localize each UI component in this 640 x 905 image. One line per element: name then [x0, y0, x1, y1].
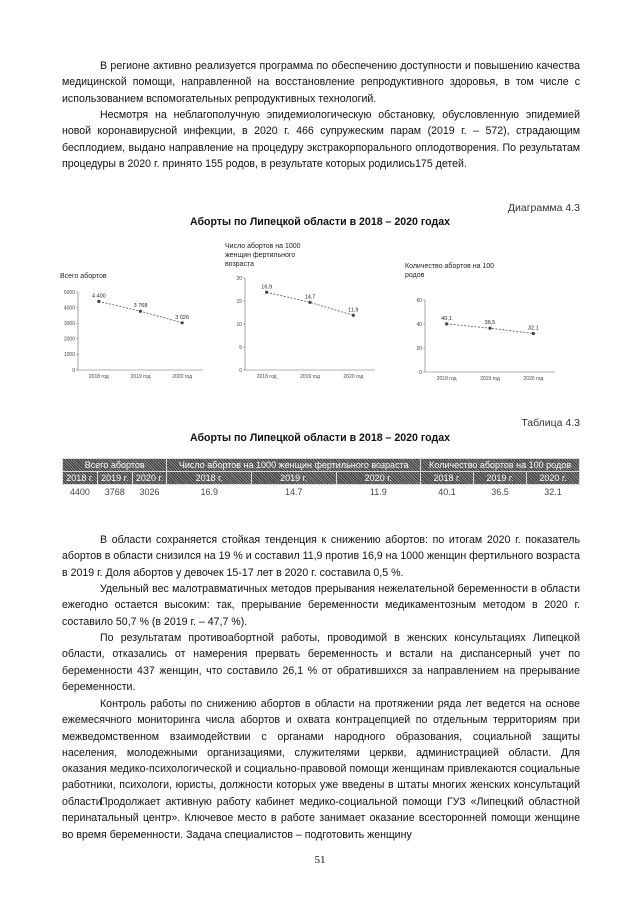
x-tick-label: 2020 год [523, 376, 544, 382]
page-number: 51 [314, 854, 326, 866]
chart-title: Количество абортов на 100 [405, 263, 495, 270]
data-point [445, 322, 448, 325]
paragraph-monitoring: Контроль работы по снижению абортов в области на протяжении ряда лет ведется на основе ежемесячного мониторинга числа абортов и охвата контрацепцией по отдельным территориям при межведомственном взаимодействии с органами народного образования, социальной защиты населения, молодежными организациями, служителями церкви, администрацией области. Для оказания медико-психологической и социально-правовой помощи женщинам привлекаются социальные работники, психологи, юристы, должности которых уже введены в штаты многих женских консультаций области. [62, 698, 580, 808]
data-label: 32,1 [527, 325, 539, 332]
table-cell: 4400 [69, 487, 90, 497]
data-label: 36,5 [484, 320, 496, 327]
table-cell: 36.5 [491, 487, 509, 497]
data-point [488, 327, 491, 330]
paragraph-eco: Несмотря на неблагополучную эпидемиологическую обстановку, обусловленную эпидемией новой коронавирусной инфекции, в 2020 г. 466 супружеским парам (2019 г. – 572), страдающим бесплодием, выдано направление на процедуру экстракорпорального оплодотворения. По результатам процедуры в 2020 г. принято 155 родов, в результате которых родились175 детей. [62, 109, 580, 170]
table-caption: Таблица 4.3 [521, 417, 580, 429]
x-tick-label: 2019 год [300, 374, 320, 380]
data-label: 3 768 [133, 303, 148, 310]
table-year-header [63, 472, 580, 485]
group-per-1000: Число абортов на 1000 женщин фертильного возраста [167, 459, 421, 472]
chart-total-abortions [60, 270, 210, 395]
table-group-header [63, 459, 580, 472]
year-header: 2018 г. [167, 472, 252, 485]
table-cell: 32.1 [544, 487, 562, 497]
year-header: 2019 г. [251, 472, 336, 485]
y-tick-label: 5000 [63, 289, 75, 296]
diagram-caption: Диаграмма 4.3 [507, 202, 580, 214]
table-cell: 14.7 [284, 487, 303, 497]
y-tick-label: 2000 [63, 336, 75, 343]
y-tick-label: 0 [72, 367, 75, 374]
chart-title: возраста [225, 261, 254, 268]
paragraph-programs: В регионе активно реализуется программа по обеспечению доступности и повышению качества медицинской помощи, направленной на восстановление репродуктивного здоровья, в том числе с использованием вспомогательных репродуктивных технологий. [62, 60, 580, 105]
y-tick-label: 20 [416, 345, 422, 352]
table-cell: 16.9 [200, 487, 218, 497]
data-point [139, 310, 142, 313]
data-label: 14,7 [304, 294, 316, 301]
y-tick-label: 10 [236, 321, 242, 328]
y-tick-label: 3000 [63, 321, 75, 327]
table-cell: 40.1 [438, 487, 456, 497]
year-header: 2018 г. [421, 472, 474, 485]
data-label: 16,9 [261, 284, 273, 291]
y-tick-label: 5 [239, 344, 242, 351]
chart-title: Число абортов на 1000 [225, 243, 301, 250]
y-tick-label: 0 [419, 369, 422, 376]
year-header: 2018 г. [63, 472, 98, 485]
diagram-title: Аборты по Липецкой области в 2018 – 2020 годах [189, 216, 451, 228]
year-header: 2019 г. [97, 472, 132, 485]
chart-title: Всего абортов [60, 273, 107, 280]
y-tick-label: 40 [416, 321, 422, 328]
data-point [181, 321, 184, 324]
x-tick-label: 2020 год [172, 374, 193, 380]
paragraph-trend: В области сохраняется стойкая тенденция к снижению абортов: по итогам 2020 г. показатель абортов в области снизился на 19 % и составил 11,9 против 16,9 на 1000 женщин фертильного возраста в 2019 г. Доля абортов у девочек 15-17 лет в 2020 г. составила 0,5 %. [62, 534, 580, 579]
y-tick-label: 15 [236, 298, 242, 305]
year-header: 2020 г. [336, 472, 421, 485]
group-per-100-births: Количество абортов на 100 родов [421, 459, 580, 472]
x-tick-label: 2019 год [480, 376, 500, 382]
chart-title: родов [405, 272, 425, 279]
x-tick-label: 2020 год [343, 374, 364, 380]
y-tick-label: 4000 [63, 305, 75, 312]
chart-abortions-per-1000 [225, 240, 385, 395]
year-header: 2020 г. [132, 472, 167, 485]
paragraph-counseling: По результатам противоабортной работы, проводимой в женских консультациях Липецкой области, отказались от намерения прервать беременность и встали на диспансерный учет по беременности 437 женщин, что составило 26,1 % от обратившихся за направлением на прерывание беременности. [62, 632, 580, 693]
y-tick-label: 1000 [63, 352, 75, 359]
table-title: Аборты по Липецкой области в 2018 – 2020 годах [189, 432, 451, 444]
paragraph-methods: Удельный вес малотравматичных методов прерывания нежелательной беременности в области ежегодно остается высоким: так, прерывание беременности медикаментозным методом в 2020 г. составило 50,7 % (в 2019 г. – 47,7 %). [62, 583, 580, 628]
y-tick-label: 60 [416, 297, 422, 304]
table-cell: 11.9 [369, 487, 387, 497]
data-label: 4 400 [91, 293, 106, 300]
table-cell: 3026 [139, 487, 160, 497]
data-point [308, 301, 311, 304]
year-header: 2019 г. [474, 472, 527, 485]
data-point [532, 332, 535, 335]
data-label: 40,1 [441, 315, 453, 322]
x-tick-label: 2019 год [130, 374, 151, 380]
data-point [97, 300, 100, 303]
y-tick-label: 20 [236, 275, 242, 282]
data-point [265, 291, 268, 294]
x-tick-label: 2018 год [88, 374, 109, 380]
table-cell: 3768 [104, 487, 125, 497]
x-tick-label: 2018 год [256, 374, 277, 380]
data-point [352, 314, 355, 317]
paragraph-cabinet: Продолжает активную работу кабинет медико-социальной помощи ГУЗ «Липецкий областной перинатальный центр». Ключевое место в работе занимает оказание всесторонней помощи женщине во время беременности. Задача специалистов – подготовить женщину [62, 796, 580, 841]
data-label: 3 026 [175, 314, 190, 321]
year-header: 2020 г. [526, 472, 579, 485]
group-total: Всего абортов [63, 459, 167, 472]
data-label: 11,9 [348, 307, 359, 314]
chart-abortions-per-100-births [405, 260, 565, 395]
y-tick-label: 0 [239, 367, 242, 374]
table-row [63, 485, 580, 500]
abortions-table [62, 458, 580, 499]
x-tick-label: 2018 год [436, 376, 457, 382]
chart-title: женщин фертильного [225, 252, 296, 259]
